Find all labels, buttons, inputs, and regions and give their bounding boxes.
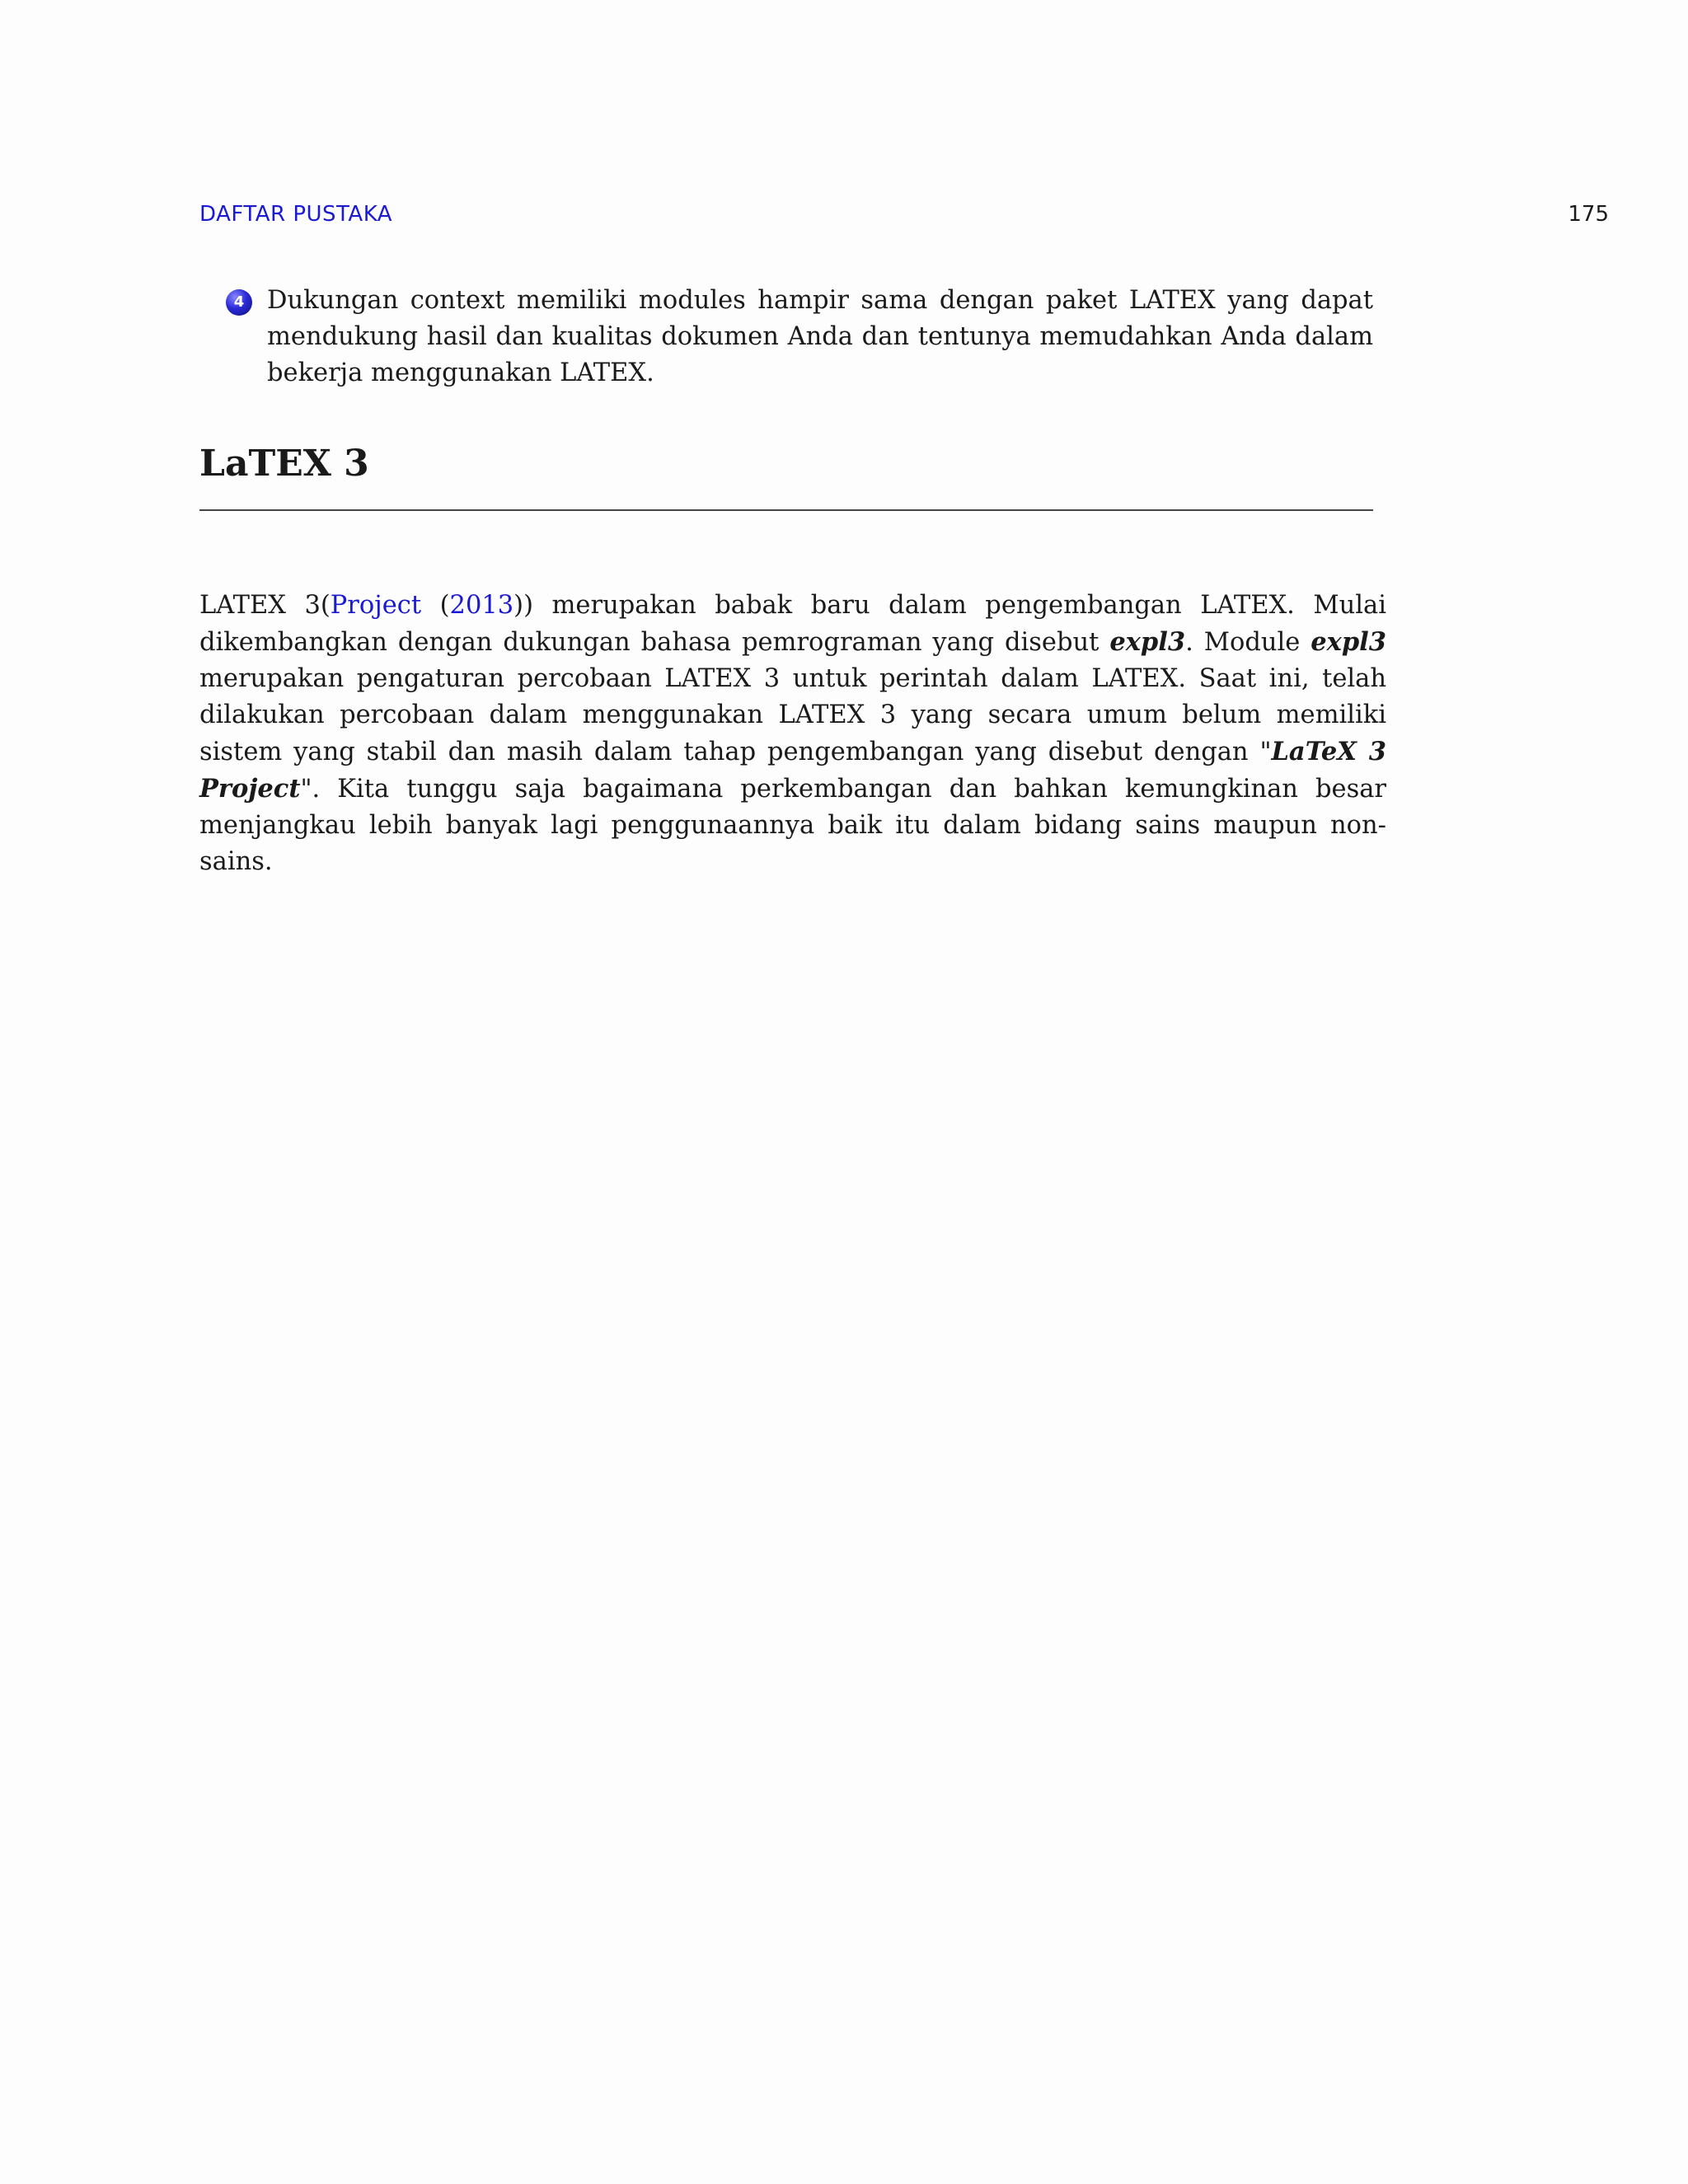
paragraph-text: merupakan pengaturan percobaan LATEX 3 untuk perintah dalam LATEX. Saat ini, telah dilakukan percobaan dalam menggunakan LATEX 3 yang secara umum belum memiliki sistem yang stabil dan masih dalam tahap pengembangan yang disebut dengan "	[199, 663, 1386, 766]
section-divider	[199, 509, 1373, 511]
paragraph-text: LATEX 3(	[199, 590, 331, 620]
list-number-badge: 4	[226, 289, 252, 316]
citation-author-link[interactable]: Project	[330, 590, 422, 620]
emphasis-term: LaTeX 3 Project	[199, 736, 1386, 804]
header-title: DAFTAR PUSTAKA	[199, 202, 393, 227]
page-number: 175	[1568, 202, 1609, 227]
emphasis-term: expl3	[1109, 626, 1186, 657]
paragraph-text: (	[421, 590, 450, 620]
section-title: LaTEX 3	[199, 443, 369, 485]
paragraph-text: . Module	[1185, 627, 1311, 657]
citation-year-link[interactable]: 2013	[449, 590, 514, 620]
paragraph-text: )) merupakan babak baru dalam pengembangan LATEX. Mulai dikembangkan dengan dukungan bahasa pemrograman yang disebut	[199, 590, 1386, 657]
paragraph-text: ". Kita tunggu saja bagaimana perkembangan dan bahkan kemungkinan besar menjangkau lebih banyak lagi penggunaannya baik itu dalam bidang sains maupun non-sains.	[199, 774, 1386, 876]
list-item	[226, 283, 1373, 391]
running-header	[199, 202, 1609, 230]
emphasis-term: expl3	[1311, 626, 1386, 657]
list-item-text: Dukungan context memiliki modules hampir sama dengan paket LATEX yang dapat mendukung hasil dan kualitas dokumen Anda dan tentunya memudahkan Anda dalam bekerja menggunakan LATEX.	[267, 286, 1373, 387]
body-paragraph	[199, 588, 1386, 880]
